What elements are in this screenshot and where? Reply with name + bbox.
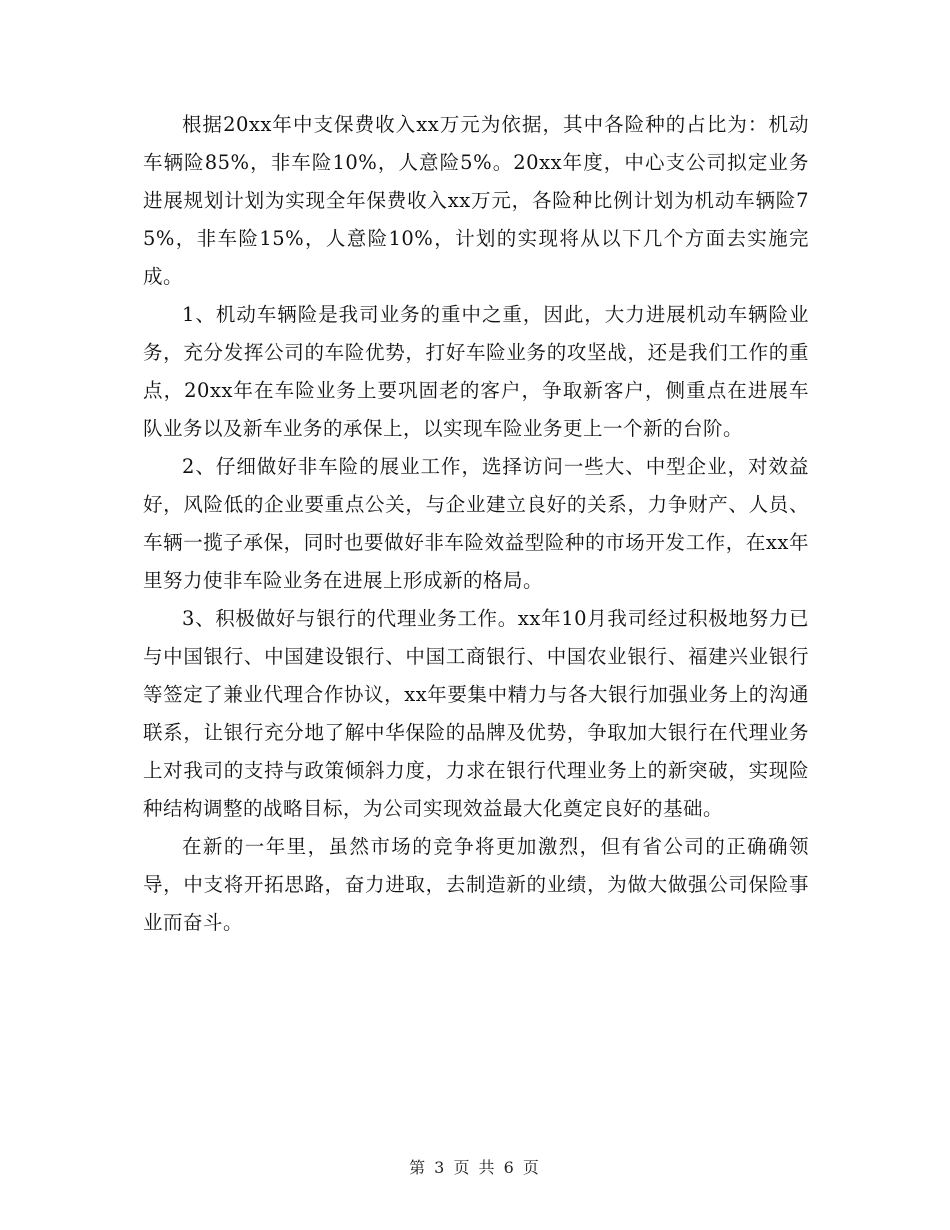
- paragraph-item-3: 3、积极做好与银行的代理业务工作。xx年10月我司经过积极地努力已与中国银行、中国建设银行、中国工商银行、中国农业银行、福建兴业银行等签定了兼业代理合作协议，xx年要集中精力与各大银行加强业务上的沟通联系，让银行充分地了解中华保险的品牌及优势，争取加大银行在代理业务上对我司的支持与政策倾斜力度，力求在银行代理业务上的新突破，实现险种结构调整的战略目标，为公司实现效益最大化奠定良好的基础。: [143, 607, 809, 820]
- document-body: [143, 106, 809, 942]
- paragraph-conclusion: 在新的一年里，虽然市场的竞争将更加激烈，但有省公司的正确确领导，中支将开拓思路，奋力进取，去制造新的业绩，为做大做强公司保险事业而奋斗。: [143, 835, 809, 934]
- page-number-footer: 第 3 页 共 6 页: [409, 1158, 541, 1177]
- paragraph-item-2: 2、仔细做好非车险的展业工作，选择访问一些大、中型企业，对效益好，风险低的企业要重点公关，与企业建立良好的关系，力争财产、人员、车辆一揽子承保，同时也要做好非车险效益型险种的市场开发工作，在xx年里努力使非车险业务在进展上形成新的格局。: [143, 455, 809, 592]
- paragraph-item-1: 1、机动车辆险是我司业务的重中之重，因此，大力进展机动车辆险业务，充分发挥公司的车险优势，打好车险业务的攻坚战，还是我们工作的重点，20xx年在车险业务上要巩固老的客户，争取新客户，侧重点在进展车队业务以及新车业务的承保上，以实现车险业务更上一个新的台阶。: [143, 303, 809, 440]
- paragraph-intro: 根据20xx年中支保费收入xx万元为依据，其中各险种的占比为：机动车辆险85%，非车险10%，人意险5%。20xx年度，中心支公司拟定业务进展规划计划为实现全年保费收入xx万元，各险种比例计划为机动车辆险75%，非车险15%，人意险10%，计划的实现将从以下几个方面去实施完成。: [143, 113, 809, 288]
